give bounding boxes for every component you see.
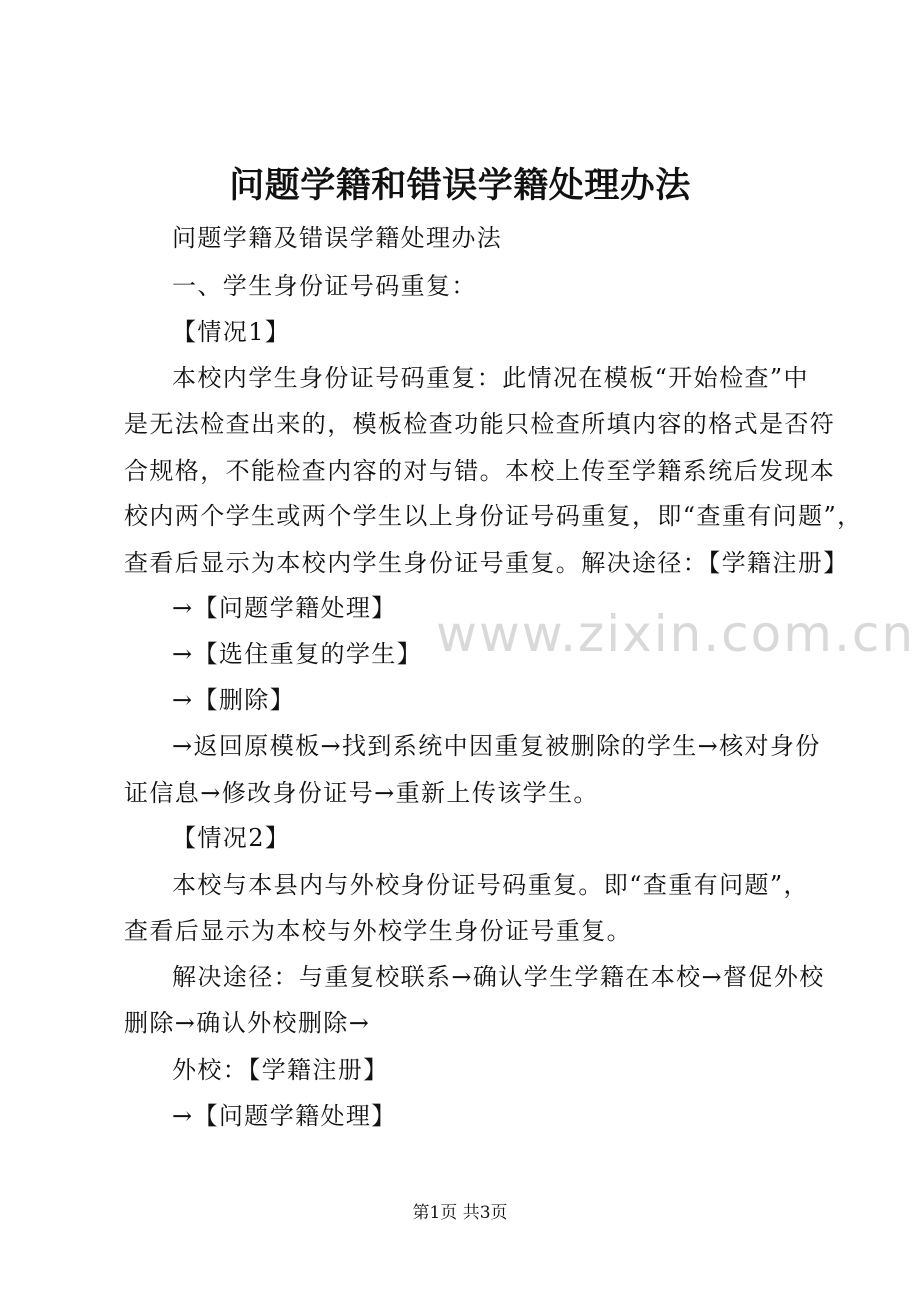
paragraph-line: 删除→确认外校删除→ [124,1009,371,1037]
step-line: →【问题学籍处理】 [172,594,397,622]
paragraph-line: 本校与本县内与外校身份证号码重复。即“查重有问题”， [172,871,809,899]
section-heading: 一、学生身份证号码重复： [172,272,477,300]
paragraph-line: 合规格，不能检查内容的对与错。本校上传至学籍系统后发现本 [124,457,836,485]
paragraph-line: 查看后显示为本校与外校学生身份证号重复。 [124,917,632,945]
watermark: www.zixin.com.cn [436,605,916,663]
step-line: 外校：【学籍注册】 [172,1056,389,1084]
paragraph-line: 是无法检查出来的，模板检查功能只检查所填内容的格式是否符 [124,410,836,438]
step-line: →【删除】 [172,686,296,714]
paragraph-line: 查看后显示为本校内学生身份证号重复。解决途径：【学籍注册】 [124,549,849,577]
paragraph-line: 本校内学生身份证号码重复：此情况在模板“开始检查”中 [172,364,809,392]
paragraph-line: →返回原模板→找到系统中因重复被删除的学生→核对身份 [172,732,821,760]
paragraph-line: 解决途径：与重复校联系→确认学生学籍在本校→督促外校 [172,963,825,991]
case-1-heading: 【情况1】 [172,318,291,346]
subtitle-line: 问题学籍及错误学籍处理办法 [172,224,503,252]
step-line: →【问题学籍处理】 [172,1102,397,1130]
page-footer: 第1页 共3页 [412,1203,508,1223]
case-2-heading: 【情况2】 [172,824,291,852]
step-line: →【选住重复的学生】 [172,640,423,668]
document-title: 问题学籍和错误学籍处理办法 [229,165,691,206]
paragraph-line: 证信息→修改身份证号→重新上传该学生。 [124,779,599,807]
paragraph-line: 校内两个学生或两个学生以上身份证号码重复，即“查重有问题”， [124,502,863,530]
